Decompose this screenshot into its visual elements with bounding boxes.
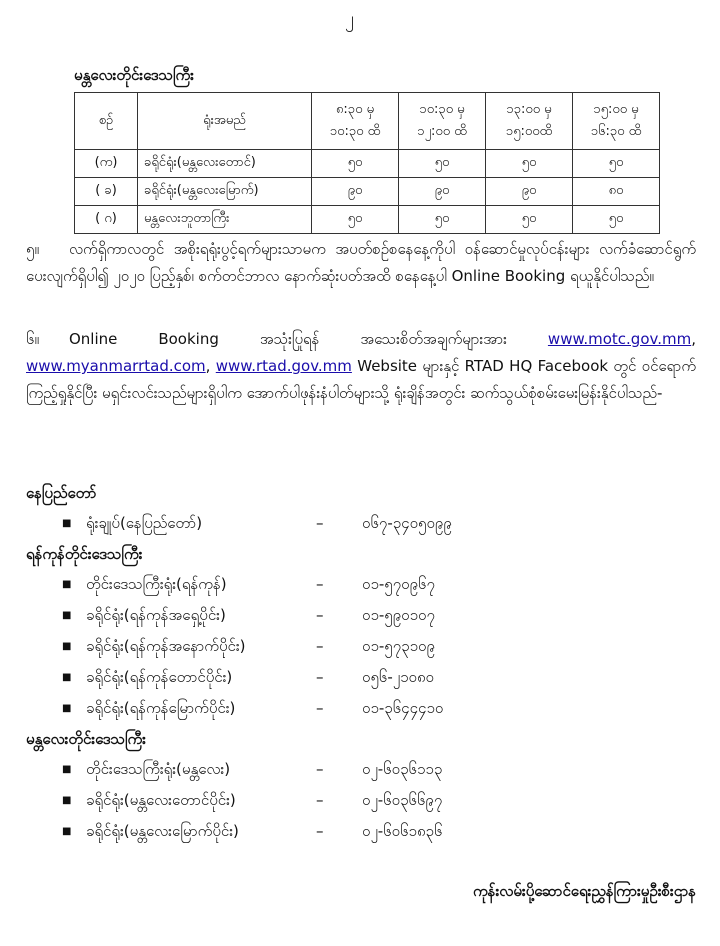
contact-row bbox=[26, 785, 696, 816]
contact-office: ရုံးချုပ်(နေပြည်တော်) bbox=[86, 514, 203, 532]
bullet-icon: ■ bbox=[62, 641, 72, 652]
paragraph-6-text-after: Website များနှင့် RTAD HQ Facebook တွင် ဝင်ရောက်ကြည့်ရှုနိုင်ပြီး မရှင်းလင်းသည်များရှိပါက အောက်ပါဖုန်းနံပါတ်များသို့ ရုံးချိန်အတွင်း ဆက်သွယ်စုံစမ်းမေးမြန်းနိုင်ပါသည်- bbox=[26, 357, 696, 402]
table-row bbox=[75, 150, 660, 178]
header-slot-4 bbox=[573, 93, 660, 150]
row-slot-2: ၅၀ bbox=[399, 206, 486, 234]
department-signature: ကုန်းလမ်းပို့ဆောင်ရေးညွှန်ကြားမှုဦးစီးဌာန bbox=[473, 882, 696, 900]
contact-phone: ၀၂-၆၀၃၆၆၉၇ bbox=[362, 791, 443, 809]
table-header-row bbox=[75, 93, 660, 150]
contact-separator: – bbox=[316, 606, 324, 624]
contact-office: ခရိုင်ရုံး(မန္တလေးတောင်ပိုင်း) bbox=[86, 791, 236, 809]
bullet-icon: ■ bbox=[62, 795, 72, 806]
table-row bbox=[75, 178, 660, 206]
paragraph-5-number: ၅။ bbox=[26, 240, 39, 258]
contact-phone: ၀၂-၆၀၆၁၈၃၆ bbox=[362, 822, 443, 840]
bullet-icon: ■ bbox=[62, 610, 72, 621]
contact-row bbox=[26, 631, 696, 662]
row-slot-2: ၅၀ bbox=[399, 150, 486, 178]
contact-separator: – bbox=[316, 791, 324, 809]
region-title: နေပြည်တော် bbox=[26, 484, 97, 502]
contact-office: ခရိုင်ရုံး(ရန်ကုန်အနောက်ပိုင်း) bbox=[86, 637, 246, 655]
contact-office: ခရိုင်ရုံး(ရန်ကုန်တောင်ပိုင်း) bbox=[86, 668, 233, 686]
contact-row bbox=[26, 569, 696, 600]
header-slot-2-to: ၁၂:၀၀ ထိ bbox=[417, 124, 467, 139]
contact-row bbox=[26, 693, 696, 724]
contact-row bbox=[26, 600, 696, 631]
row-slot-4: ၅၀ bbox=[573, 150, 660, 178]
row-slot-3: ၉၀ bbox=[486, 178, 573, 206]
booking-quota-table bbox=[74, 92, 660, 234]
row-slot-4: ၅၀ bbox=[573, 206, 660, 234]
header-slot-2 bbox=[399, 93, 486, 150]
row-slot-3: ၅၀ bbox=[486, 206, 573, 234]
contact-separator: – bbox=[316, 637, 324, 655]
header-slot-1 bbox=[312, 93, 399, 150]
row-no: (က) bbox=[75, 150, 138, 178]
contact-separator: – bbox=[316, 575, 324, 593]
row-slot-2: ၉၀ bbox=[399, 178, 486, 206]
contact-separator: – bbox=[316, 760, 324, 778]
contact-office: တိုင်းဒေသကြီးရုံး(ရန်ကုန်) bbox=[86, 575, 227, 593]
contact-separator: – bbox=[316, 822, 324, 840]
contact-phone: ၀၁-၅၉၀၁၀၇ bbox=[362, 606, 435, 624]
contact-separator: – bbox=[316, 514, 324, 532]
region-section bbox=[26, 478, 696, 539]
contact-phone: ၀၁-၃၆၄၄၄၁၀ bbox=[362, 699, 444, 717]
bullet-icon: ■ bbox=[62, 518, 72, 529]
header-slot-2-from: ၁၀:၃၀ မှ bbox=[419, 102, 465, 117]
bullet-icon: ■ bbox=[62, 703, 72, 714]
table-row bbox=[75, 206, 660, 234]
header-office: ရုံးအမည် bbox=[138, 93, 312, 150]
contact-office: တိုင်းဒေသကြီးရုံး(မန္တလေး) bbox=[86, 760, 231, 778]
row-slot-4: ၈၀ bbox=[573, 178, 660, 206]
region-section bbox=[26, 724, 696, 847]
row-office: ခရိုင်ရုံး(မန္တလေးမြောက်) bbox=[138, 178, 312, 206]
contact-office: ခရိုင်ရုံး(ရန်ကုန်မြောက်ပိုင်း) bbox=[86, 699, 236, 717]
contact-phone: ၀၂-၆၀၃၆၁၁၃ bbox=[362, 760, 443, 778]
contact-office: ခရိုင်ရုံး(ရန်ကုန်အရှေ့ပိုင်း) bbox=[86, 606, 226, 624]
row-slot-1: ၅၀ bbox=[312, 150, 399, 178]
paragraph-6 bbox=[26, 326, 696, 407]
row-office: မန္တလေးဘူတာကြီး bbox=[138, 206, 312, 234]
bullet-icon: ■ bbox=[62, 826, 72, 837]
rtad-link[interactable]: www.rtad.gov.mm bbox=[215, 357, 352, 375]
bullet-icon: ■ bbox=[62, 764, 72, 775]
contact-row bbox=[26, 816, 696, 847]
paragraph-6-text-before: Online Booking အသုံးပြုရန် အသေးစိတ်အချက်များအား bbox=[68, 330, 548, 348]
header-no: စဉ် bbox=[75, 93, 138, 150]
row-slot-1: ၅၀ bbox=[312, 206, 399, 234]
bullet-icon: ■ bbox=[62, 672, 72, 683]
bullet-icon: ■ bbox=[62, 579, 72, 590]
myanmarrtad-link[interactable]: www.myanmarrtad.com bbox=[26, 357, 206, 375]
header-slot-3 bbox=[486, 93, 573, 150]
header-slot-4-from: ၁၅:၀၀ မှ bbox=[593, 102, 639, 117]
paragraph-6-number: ၆။ bbox=[26, 330, 39, 348]
row-no: ( ခ) bbox=[75, 178, 138, 206]
region-section bbox=[26, 539, 696, 724]
contact-phone: ၀၅၆-၂၁၀၈၀ bbox=[362, 668, 434, 686]
contact-phone: ၀၁-၅၇၃၁၀၉ bbox=[362, 637, 435, 655]
row-office: ခရိုင်ရုံး(မန္တလေးတောင်) bbox=[138, 150, 312, 178]
region-title: မန္တလေးတိုင်းဒေသကြီး bbox=[26, 730, 146, 748]
header-slot-3-from: ၁၃:၀၀ မှ bbox=[506, 102, 552, 117]
link-separator: , bbox=[691, 330, 696, 348]
row-slot-1: ၉၀ bbox=[312, 178, 399, 206]
header-slot-1-to: ၁၀:၃၀ ထိ bbox=[329, 124, 381, 139]
contact-row bbox=[26, 508, 696, 539]
contact-office: ခရိုင်ရုံး(မန္တလေးမြောက်ပိုင်း) bbox=[86, 822, 239, 840]
contact-phone: ၀၁-၅၇၀၉၆၇ bbox=[362, 575, 435, 593]
header-slot-1-from: ၈:၃၀ မှ bbox=[336, 102, 374, 117]
page-number: ၂ bbox=[345, 8, 354, 29]
row-no: ( ဂ) bbox=[75, 206, 138, 234]
link-separator: , bbox=[205, 357, 216, 375]
row-slot-3: ၅၀ bbox=[486, 150, 573, 178]
contact-phone: ၀၆၇-၃၄၀၅၀၉၉ bbox=[362, 514, 452, 532]
contact-separator: – bbox=[316, 668, 324, 686]
paragraph-5 bbox=[26, 236, 696, 290]
mandalay-heading: မန္တလေးတိုင်းဒေသကြီး bbox=[74, 66, 194, 84]
header-slot-3-to: ၁၅:၀၀ထိ bbox=[505, 124, 553, 139]
contact-row bbox=[26, 662, 696, 693]
header-slot-4-to: ၁၆:၃၀ ထိ bbox=[590, 124, 642, 139]
paragraph-5-text: လက်ရှိကာလတွင် အစိုးရရုံးပွင့်ရက်များသာမက အပတ်စဉ်စနေနေ့ကိုပါ ဝန်ဆောင်မှုလုပ်ငန်းများ လက်ခံဆောင်ရွက်ပေးလျက်ရှိပါ၍ ၂၀၂၀ ပြည့်နှစ်၊ စက်တင်ဘာလ နောက်ဆုံးပတ်အထိ စနေနေ့ပါ Online Booking ရယူနိုင်ပါသည်။ bbox=[26, 240, 696, 285]
contact-row bbox=[26, 754, 696, 785]
region-title: ရန်ကုန်တိုင်းဒေသကြီး bbox=[26, 545, 143, 563]
contact-separator: – bbox=[316, 699, 324, 717]
contact-list bbox=[26, 478, 696, 847]
motc-link[interactable]: www.motc.gov.mm bbox=[547, 330, 692, 348]
